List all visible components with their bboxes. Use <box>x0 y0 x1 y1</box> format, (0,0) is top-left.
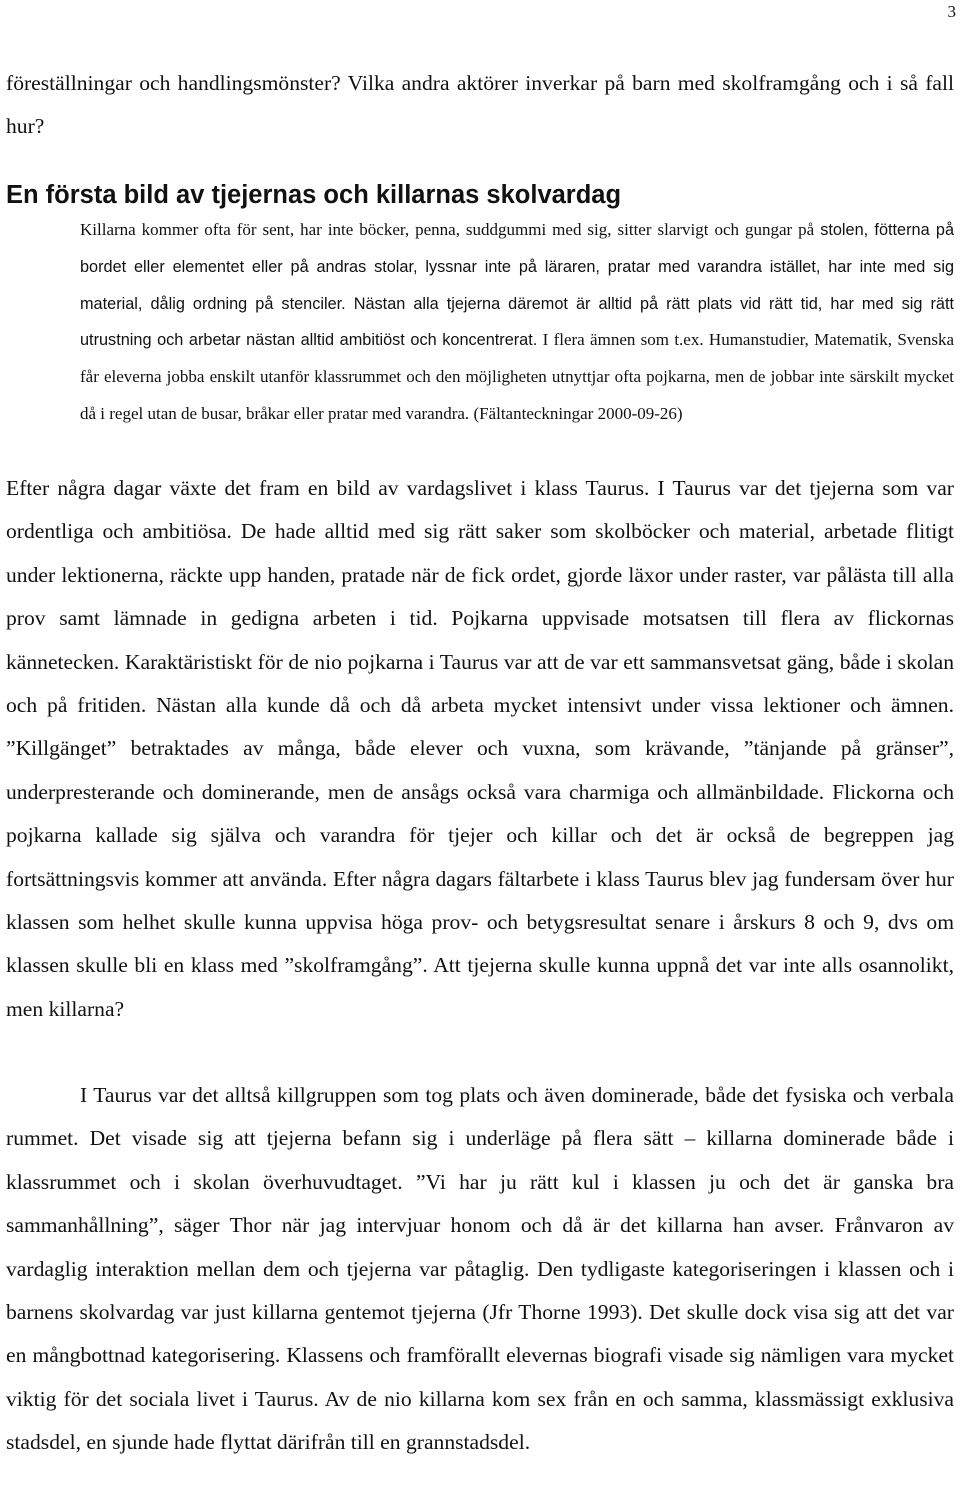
page-number: 3 <box>947 2 956 21</box>
quote-part-2: stolen, fötterna på bordet eller elementet eller på andras stolar, lyssnar inte på läraren, pratar med varandra istället, har inte med sig material, dålig ordning på stenciler. Nästan alla tjejerna däremot är alltid på rätt plats vid rätt tid, har med sig rätt utrustning och arbetar nästan alltid ambitiöst och koncentrerat. <box>80 221 955 350</box>
quote-part-3: I flera ämnen som t.ex. Humanstudier, Matematik, Svenska får eleverna jobba enskilt utanför klassrummet och den möjligheten utnyttjar ofta pojkarna, men de jobbar inte särskilt mycket då i regel utan de busar, bråkar eller pratar med varandra. <box>80 330 954 423</box>
quote-part-1: Killarna kommer ofta för sent, har inte böcker, penna, suddgummi med sig, sitter slarvigt och gungar på <box>80 220 815 239</box>
quote-citation: (Fältanteckningar 2000-09-26) <box>473 403 683 423</box>
intro-paragraph: föreställningar och handlingsmönster? Vilka andra aktörer inverkar på barn med skolframgång och i så fall hur? <box>6 71 954 139</box>
body-paragraph-1: Efter några dagar växte det fram en bild av vardagslivet i klass Taurus. I Taurus var det tjejerna som var ordentliga och ambitiösa. De hade alltid med sig rätt saker som skolböcker och material, arbetade flitigt under lektionerna, räckte upp handen, pratade när de fick ordet, gjorde läxor under raster, var pålästa till alla prov samt lämnade in gedigna arbeten i tid. Pojkarna uppvisade motsatsen till flera av flickornas kännetecken. Karaktäristiskt för de nio pojkarna i Taurus var att de var ett sammansvetsat gäng, både i skolan och på fritiden. Nästan alla kunde då och då arbeta mycket intensivt under vissa lektioner och ämnen. ”Killgänget” betraktades av många, både elever och vuxna, som krävande, ”tänjande på gränser”, underpresterande och dominerande, men de ansågs också vara charmiga och allmänbildade. Flickorna och pojkarna kallade sig själva och varandra för tjejer och killar och det är också de begreppen jag fortsättningsvis kommer att använda. Efter några dagars fältarbete i klass Taurus blev jag fundersam över hur klassen som helhet skulle kunna uppvisa höga prov- och betygsresultat senare i årskurs 8 och 9, dvs om klassen skulle bli en klass med ”skolframgång”. Att tjejerna skulle kunna uppnå det var inte alls osannolikt, men killarna? <box>6 476 954 1021</box>
section-heading: En första bild av tjejernas och killarnas skolvardag <box>6 181 622 209</box>
body-paragraph-2: I Taurus var det alltså killgruppen som tog plats och även dominerade, både det fysiska och verbala rummet. Det visade sig att tjejerna befann sig i underläge på flera sätt – killarna dominerade både i klassrummet och i skolan överhuvudtaget. ”Vi har ju rätt kul i klassen ju och det är ganska bra sammanhållning”, säger Thor när jag intervjuar honom och då är det killarna han avser. Frånvaron av vardaglig interaktion mellan dem och tjejerna var påtaglig. Den tydligaste kategoriseringen i klassen och i barnens skolvardag var just killarna gentemot tjejerna (Jfr Thorne 1993). Det skulle dock visa sig att det var en mångbottnad kategorisering. Klassens och framförallt elevernas biografi visade sig nämligen vara mycket viktig för det sociala livet i Taurus. Av de nio killarna kom sex från en och samma, klassmässigt exklusiva stadsdel, en sjunde hade flyttat därifrån till en grannstadsdel. <box>6 1083 954 1455</box>
field-notes-quote <box>80 212 954 433</box>
